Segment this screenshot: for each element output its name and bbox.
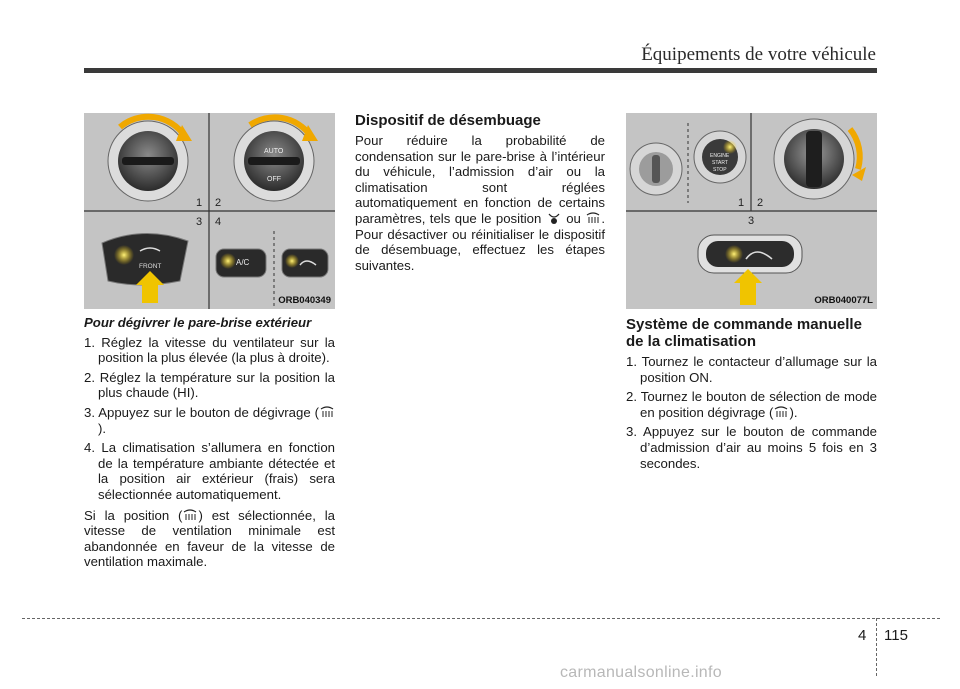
defrost-icon: [585, 212, 601, 225]
knob-off-label: OFF: [267, 176, 281, 183]
step-text: 2. Tournez le bouton de sélection de mode en position dégivrage (: [626, 389, 877, 420]
figure-right: [626, 113, 877, 309]
list-item: 1. Réglez la vitesse du ventilateur sur la position la plus élevée (la plus à droite).: [84, 334, 335, 366]
right-column: [626, 316, 877, 476]
figure-left: [84, 113, 335, 309]
list-item: [84, 405, 335, 436]
left-column: [84, 315, 335, 575]
figure-right-illustration: [626, 113, 877, 309]
section-heading-manual-climate: Système de commande manuelle de la climatisation: [626, 316, 862, 350]
floor-defrost-icon: [319, 406, 335, 419]
list-item: 1. Tournez le contacteur d’allumage sur la position ON.: [626, 354, 877, 385]
list-item: 3. Appuyez sur le bouton de commande d’admission d’air au moins 5 fois en 3 secondes.: [626, 424, 877, 471]
para-text-mid: ou: [566, 210, 581, 226]
note-paragraph: [84, 508, 335, 570]
middle-column: [355, 112, 605, 278]
fig-right-label-3: 3: [748, 215, 755, 227]
start-label: START: [712, 160, 728, 166]
fig-right-label-1: 1: [738, 197, 745, 209]
fig-left-label-3: 3: [196, 216, 203, 228]
watermark: carmanualsonline.info: [560, 664, 722, 681]
section-heading-demist: Dispositif de désembuage: [355, 112, 541, 129]
stop-label: STOP: [713, 167, 727, 173]
list-item: 2. Réglez la température sur la position la plus chaude (HI).: [84, 369, 335, 401]
floor-defrost-icon: [182, 509, 198, 522]
para-text-end: . Pour désactiver ou réinitialiser le dispositif de désembuage, effectuez les étapes suivantes.: [355, 210, 605, 273]
front-label: FRONT: [139, 263, 162, 270]
knob-auto-label: AUTO: [264, 148, 284, 155]
fig-right-label-2: 2: [757, 197, 764, 209]
figure-right-code: ORB040077L: [814, 295, 873, 306]
footer-rule: [22, 618, 940, 619]
page-number: 115: [884, 627, 908, 644]
floor-defrost-icon: [773, 406, 789, 419]
engine-label: ENGINE: [710, 153, 730, 159]
figure-left-code: ORB040349: [278, 295, 331, 306]
page-header-title: Équipements de votre véhicule: [641, 44, 876, 65]
chapter-number: 4: [858, 627, 867, 644]
fig-left-label-2: 2: [215, 197, 222, 209]
fig-left-label-1: 1: [196, 197, 203, 209]
note-text-start: Si la position (: [84, 507, 183, 523]
ac-indicator-icon: [220, 253, 236, 269]
step-text: 3. Appuyez sur le bouton de dégivrage (: [84, 404, 319, 420]
ac-label: A/C: [236, 258, 250, 267]
header-rule: [84, 68, 877, 73]
list-item: 4. La climatisation s’allumera en fonction de la température ambiante détectée et la position air extérieur (frais) sera sélectionnée automatiquement.: [84, 440, 335, 502]
subheading-exterior-defrost: Pour dégivrer le pare-brise extérieur: [84, 315, 312, 330]
figure-left-illustration: [84, 113, 335, 309]
indicator-light-icon: [114, 245, 134, 265]
step-text-end: ).: [789, 404, 798, 420]
para-text-start: Pour réduire la probabilité de condensation sur le pare-brise à l’intérieur du véhicule, l’admission d’air ou la climatisation sont réglées automatiquement en fonction de certains paramètres, tels que le position: [355, 133, 605, 226]
manual-steps: [626, 354, 877, 471]
defrost-floor-fan-icon: [546, 212, 562, 225]
note-text-end: ) est sélectionnée, la vitesse de ventilation minimale est abandonnée en faveur de la vitesse de ventilation maximale.: [84, 507, 335, 570]
defrost-steps: [84, 335, 335, 503]
demist-paragraph: [355, 133, 605, 273]
fig-left-label-4: 4: [215, 216, 222, 228]
step-text-end: ).: [98, 420, 107, 436]
footer-divider: [876, 618, 877, 676]
list-item: [626, 389, 877, 420]
